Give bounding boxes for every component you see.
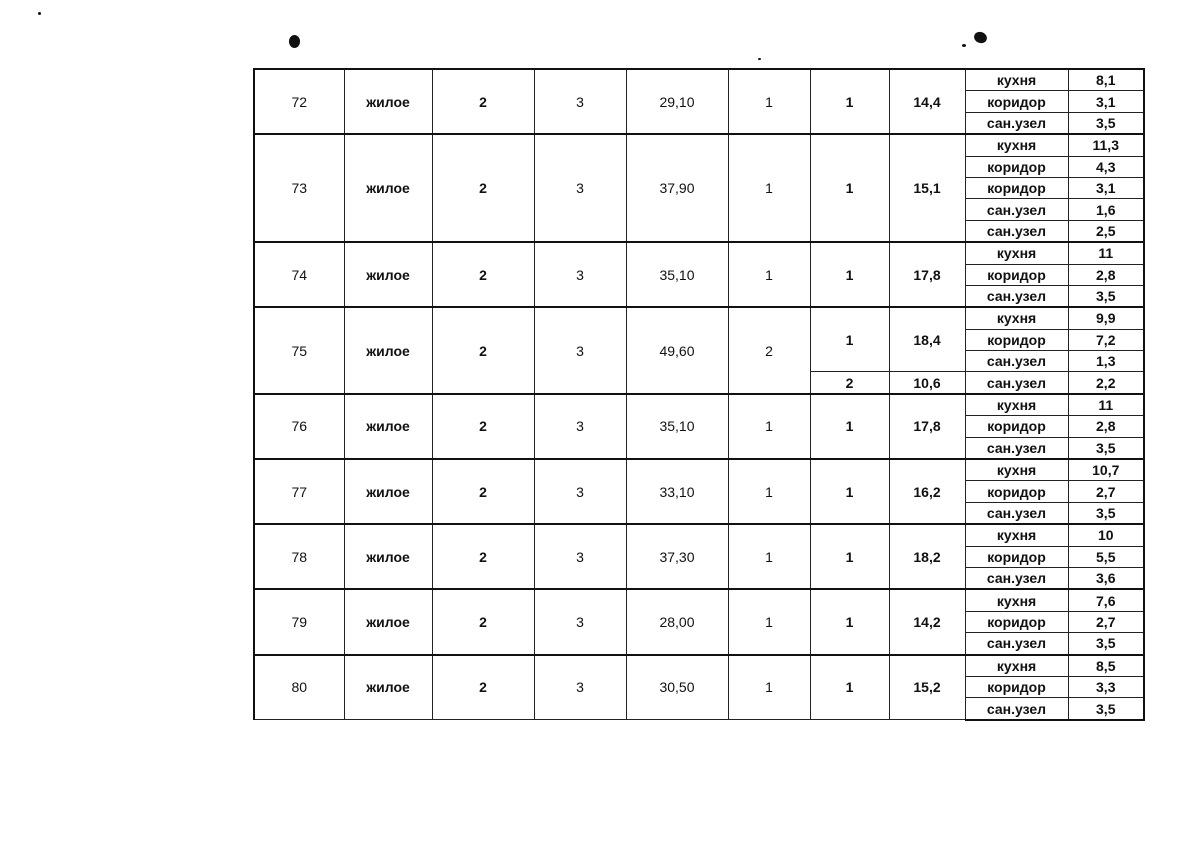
auxiliary-room-area-cell: 9,9: [1068, 307, 1144, 329]
column-4-cell: 3: [534, 524, 626, 589]
auxiliary-room-name-cell: сан.узел: [965, 633, 1068, 655]
premise-type-cell: жилое: [344, 69, 432, 134]
auxiliary-room-area-cell: 3,5: [1068, 437, 1144, 459]
living-area-cell: 14,4: [889, 69, 965, 134]
premise-type-cell: жилое: [344, 134, 432, 242]
column-3-cell: 2: [432, 589, 534, 654]
auxiliary-room-name-cell: коридор: [965, 611, 1068, 632]
apartment-number-cell: 75: [254, 307, 344, 394]
auxiliary-room-area-cell: 3,5: [1068, 285, 1144, 307]
total-area-cell: 49,60: [626, 307, 728, 394]
premise-type-cell: жилое: [344, 524, 432, 589]
room-number-cell: 1: [810, 589, 889, 654]
auxiliary-room-area-cell: 11: [1068, 394, 1144, 416]
room-number-cell: 1: [810, 134, 889, 242]
auxiliary-room-name-cell: коридор: [965, 264, 1068, 285]
scan-speck: [962, 44, 966, 47]
column-4-cell: 3: [534, 394, 626, 459]
living-area-cell: 17,8: [889, 394, 965, 459]
rooms-count-cell: 1: [728, 242, 810, 307]
auxiliary-room-area-cell: 3,5: [1068, 112, 1144, 134]
rooms-count-cell: 2: [728, 307, 810, 394]
auxiliary-room-name-cell: сан.узел: [965, 112, 1068, 134]
table-row: [254, 589, 1144, 611]
auxiliary-room-name-cell: сан.узел: [965, 285, 1068, 307]
auxiliary-room-name-cell: сан.узел: [965, 372, 1068, 394]
auxiliary-room-area-cell: 11,3: [1068, 134, 1144, 156]
apartments-table-body: [254, 69, 1144, 720]
table-row: [254, 524, 1144, 546]
auxiliary-room-name-cell: сан.узел: [965, 220, 1068, 242]
auxiliary-room-area-cell: 7,2: [1068, 329, 1144, 350]
living-area-cell: 18,4: [889, 307, 965, 372]
apartment-number-cell: 79: [254, 589, 344, 654]
apartment-number-cell: 77: [254, 459, 344, 524]
scan-speck: [758, 58, 761, 60]
room-number-cell: 1: [810, 524, 889, 589]
total-area-cell: 30,50: [626, 655, 728, 720]
living-area-cell: 15,2: [889, 655, 965, 720]
auxiliary-room-area-cell: 2,8: [1068, 264, 1144, 285]
room-number-cell: 1: [810, 242, 889, 307]
living-area-cell: 17,8: [889, 242, 965, 307]
auxiliary-room-area-cell: 10: [1068, 524, 1144, 546]
rooms-count-cell: 1: [728, 394, 810, 459]
room-number-cell: 1: [810, 69, 889, 134]
premise-type-cell: жилое: [344, 655, 432, 720]
table-row: [254, 394, 1144, 416]
auxiliary-room-area-cell: 4,3: [1068, 156, 1144, 177]
total-area-cell: 28,00: [626, 589, 728, 654]
rooms-count-cell: 1: [728, 655, 810, 720]
auxiliary-room-area-cell: 3,1: [1068, 91, 1144, 112]
rooms-count-cell: 1: [728, 589, 810, 654]
auxiliary-room-area-cell: 2,2: [1068, 372, 1144, 394]
apartment-number-cell: 72: [254, 69, 344, 134]
column-4-cell: 3: [534, 134, 626, 242]
premise-type-cell: жилое: [344, 394, 432, 459]
auxiliary-room-area-cell: 10,7: [1068, 459, 1144, 481]
auxiliary-room-area-cell: 3,3: [1068, 676, 1144, 697]
rooms-count-cell: 1: [728, 69, 810, 134]
total-area-cell: 29,10: [626, 69, 728, 134]
column-3-cell: 2: [432, 459, 534, 524]
auxiliary-room-name-cell: коридор: [965, 481, 1068, 502]
auxiliary-room-name-cell: кухня: [965, 242, 1068, 264]
auxiliary-room-name-cell: кухня: [965, 69, 1068, 91]
premise-type-cell: жилое: [344, 589, 432, 654]
living-area-cell: 18,2: [889, 524, 965, 589]
auxiliary-room-name-cell: коридор: [965, 329, 1068, 350]
column-3-cell: 2: [432, 394, 534, 459]
column-4-cell: 3: [534, 589, 626, 654]
apartments-table: [253, 68, 1145, 721]
apartment-number-cell: 74: [254, 242, 344, 307]
living-area-cell: 10,6: [889, 372, 965, 394]
auxiliary-room-area-cell: 8,5: [1068, 655, 1144, 677]
table-row: [254, 459, 1144, 481]
rooms-count-cell: 1: [728, 524, 810, 589]
premise-type-cell: жилое: [344, 242, 432, 307]
auxiliary-room-name-cell: кухня: [965, 134, 1068, 156]
auxiliary-room-area-cell: 11: [1068, 242, 1144, 264]
column-4-cell: 3: [534, 69, 626, 134]
auxiliary-room-area-cell: 3,5: [1068, 633, 1144, 655]
auxiliary-room-area-cell: 1,6: [1068, 199, 1144, 220]
auxiliary-room-area-cell: 2,8: [1068, 416, 1144, 437]
auxiliary-room-name-cell: сан.узел: [965, 502, 1068, 524]
room-number-cell: 1: [810, 307, 889, 372]
auxiliary-room-name-cell: коридор: [965, 177, 1068, 198]
rooms-count-cell: 1: [728, 459, 810, 524]
room-number-cell: 1: [810, 655, 889, 720]
column-4-cell: 3: [534, 655, 626, 720]
living-area-cell: 14,2: [889, 589, 965, 654]
auxiliary-room-area-cell: 1,3: [1068, 351, 1144, 372]
column-4-cell: 3: [534, 307, 626, 394]
table-row: [254, 242, 1144, 264]
living-area-cell: 15,1: [889, 134, 965, 242]
auxiliary-room-area-cell: 5,5: [1068, 546, 1144, 567]
table-row: [254, 655, 1144, 677]
column-3-cell: 2: [432, 69, 534, 134]
total-area-cell: 37,90: [626, 134, 728, 242]
rooms-count-cell: 1: [728, 134, 810, 242]
auxiliary-room-name-cell: коридор: [965, 416, 1068, 437]
scan-speck: [973, 30, 989, 45]
premise-type-cell: жилое: [344, 459, 432, 524]
auxiliary-room-name-cell: кухня: [965, 459, 1068, 481]
auxiliary-room-area-cell: 7,6: [1068, 589, 1144, 611]
column-4-cell: 3: [534, 242, 626, 307]
auxiliary-room-name-cell: кухня: [965, 394, 1068, 416]
column-3-cell: 2: [432, 307, 534, 394]
apartment-number-cell: 80: [254, 655, 344, 720]
premise-type-cell: жилое: [344, 307, 432, 394]
auxiliary-room-name-cell: коридор: [965, 156, 1068, 177]
table-row: [254, 134, 1144, 156]
auxiliary-room-area-cell: 2,7: [1068, 481, 1144, 502]
room-number-cell: 1: [810, 459, 889, 524]
total-area-cell: 35,10: [626, 242, 728, 307]
auxiliary-room-area-cell: 3,1: [1068, 177, 1144, 198]
column-3-cell: 2: [432, 134, 534, 242]
table-row: [254, 69, 1144, 91]
total-area-cell: 35,10: [626, 394, 728, 459]
scan-speck: [289, 35, 300, 48]
auxiliary-room-name-cell: коридор: [965, 91, 1068, 112]
auxiliary-room-name-cell: сан.узел: [965, 199, 1068, 220]
auxiliary-room-name-cell: сан.узел: [965, 351, 1068, 372]
room-number-cell: 2: [810, 372, 889, 394]
total-area-cell: 33,10: [626, 459, 728, 524]
auxiliary-room-name-cell: кухня: [965, 589, 1068, 611]
auxiliary-room-name-cell: кухня: [965, 307, 1068, 329]
auxiliary-room-area-cell: 2,5: [1068, 220, 1144, 242]
auxiliary-room-name-cell: кухня: [965, 524, 1068, 546]
auxiliary-room-area-cell: 8,1: [1068, 69, 1144, 91]
column-3-cell: 2: [432, 655, 534, 720]
auxiliary-room-name-cell: коридор: [965, 546, 1068, 567]
auxiliary-room-name-cell: кухня: [965, 655, 1068, 677]
scan-speck: [38, 12, 41, 15]
auxiliary-room-name-cell: сан.узел: [965, 567, 1068, 589]
auxiliary-room-name-cell: сан.узел: [965, 698, 1068, 720]
column-3-cell: 2: [432, 242, 534, 307]
column-3-cell: 2: [432, 524, 534, 589]
auxiliary-room-area-cell: 2,7: [1068, 611, 1144, 632]
total-area-cell: 37,30: [626, 524, 728, 589]
auxiliary-room-area-cell: 3,5: [1068, 502, 1144, 524]
room-number-cell: 1: [810, 394, 889, 459]
apartment-number-cell: 78: [254, 524, 344, 589]
auxiliary-room-area-cell: 3,5: [1068, 698, 1144, 720]
apartment-number-cell: 73: [254, 134, 344, 242]
auxiliary-room-name-cell: сан.узел: [965, 437, 1068, 459]
living-area-cell: 16,2: [889, 459, 965, 524]
auxiliary-room-area-cell: 3,6: [1068, 567, 1144, 589]
auxiliary-room-name-cell: коридор: [965, 676, 1068, 697]
apartment-number-cell: 76: [254, 394, 344, 459]
column-4-cell: 3: [534, 459, 626, 524]
table-row: [254, 307, 1144, 329]
